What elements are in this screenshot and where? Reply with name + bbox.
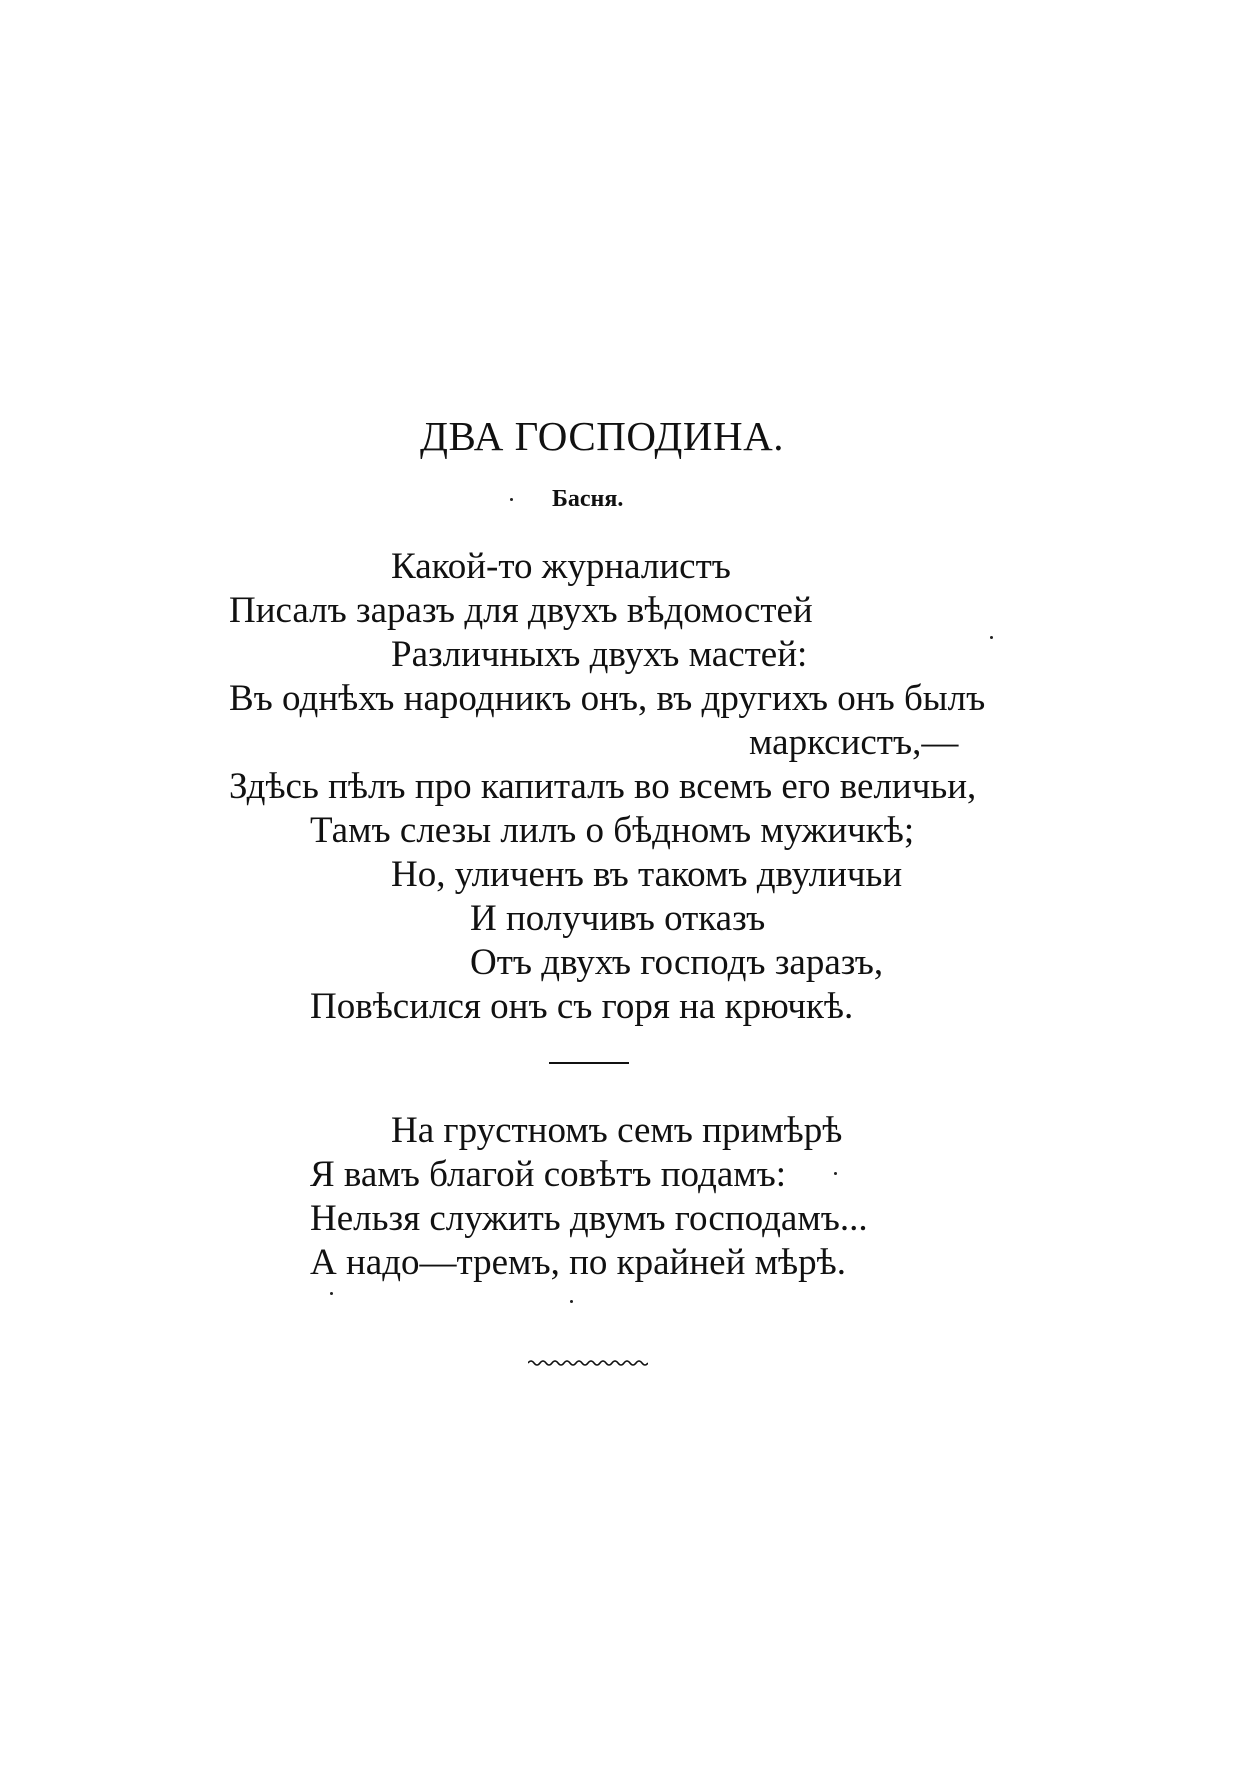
- poem-title: ДВА ГОСПОДИНА.: [420, 413, 784, 459]
- verse-line: Какой-то журналистъ: [391, 546, 731, 587]
- verse-line: Отъ двухъ господъ заразъ,: [470, 942, 884, 983]
- verse-line: Но, уличенъ въ такомъ двуличьи: [391, 854, 903, 895]
- verse-line: Въ однѣхъ народникъ онъ, въ другихъ онъ былъ: [229, 678, 986, 719]
- verse-line: Повѣсился онъ съ горя на крючкѣ.: [310, 986, 854, 1027]
- poem-subtitle: Басня.: [552, 486, 624, 512]
- section-divider: [549, 1062, 629, 1064]
- print-speck: [990, 636, 993, 639]
- verse-line-continuation: марксистъ,—: [749, 722, 959, 763]
- verse-line: Писалъ заразъ для двухъ вѣдомостей: [229, 590, 813, 631]
- print-speck: [834, 1172, 837, 1175]
- verse-line: А надо—тремъ, по крайней мѣрѣ.: [310, 1242, 846, 1283]
- verse-line: Здѣсь пѣлъ про капиталъ во всемъ его величьи,: [229, 766, 977, 807]
- print-speck: [510, 498, 513, 501]
- verse-line: Нельзя служить двумъ господамъ...: [310, 1198, 868, 1239]
- verse-line: И получивъ отказъ: [470, 898, 766, 939]
- verse-line: На грустномъ семъ примѣрѣ: [391, 1110, 843, 1151]
- wavy-ornament: [528, 1358, 648, 1368]
- verse-line: Различныхъ двухъ мастей:: [391, 634, 808, 675]
- print-speck: [330, 1292, 333, 1295]
- verse-line: Тамъ слезы лилъ о бѣдномъ мужичкѣ;: [310, 810, 915, 851]
- verse-line: Я вамъ благой совѣтъ подамъ:: [310, 1154, 787, 1195]
- print-speck: [570, 1300, 573, 1303]
